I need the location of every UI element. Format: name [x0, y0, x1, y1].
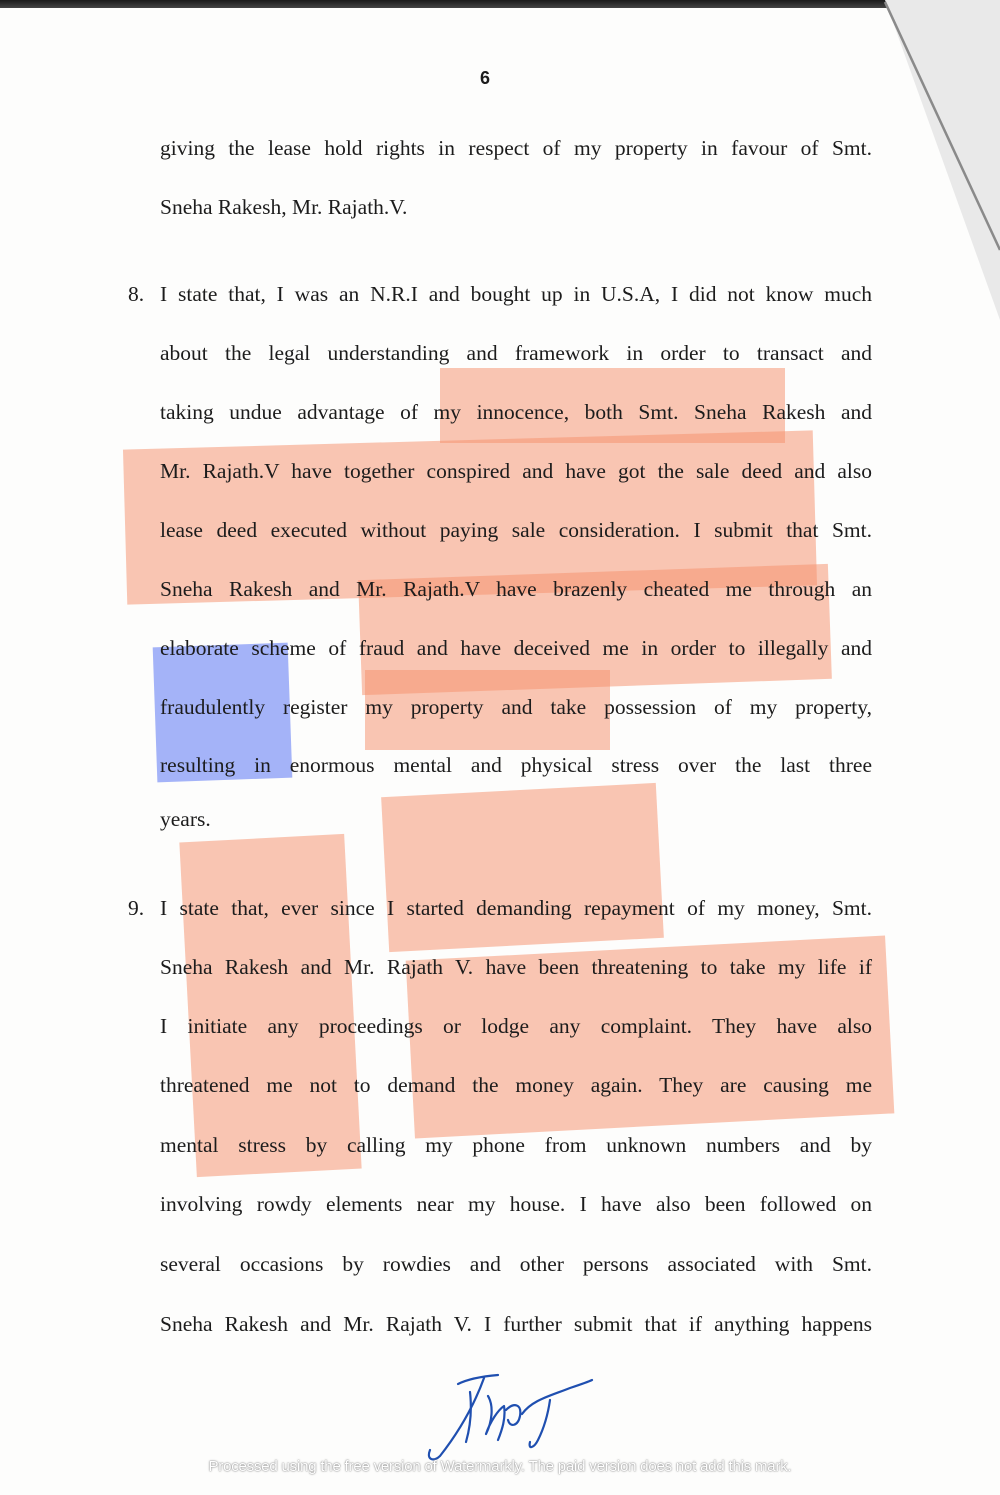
- page-number: 6: [479, 68, 490, 88]
- body-text-line: Sneha Rakesh, Mr. Rajath.V.: [160, 195, 408, 219]
- body-text-line: years.: [160, 807, 211, 831]
- paragraph-number: 8.: [128, 282, 145, 306]
- body-text-line: Mr. Rajath.V have together conspired and have got the sale deed and also: [160, 459, 872, 483]
- body-text-line: mental stress by calling my phone from unknown numbers and by: [160, 1133, 872, 1157]
- body-text-line: threatened me not to demand the money again. They are causing me: [160, 1073, 872, 1097]
- signature: [410, 1370, 600, 1465]
- body-text-line: Sneha Rakesh and Mr. Rajath V. I further submit that if anything happens: [160, 1312, 872, 1336]
- paragraph-number: 9.: [128, 896, 145, 920]
- body-text-line: lease deed executed without paying sale consideration. I submit that Smt.: [160, 518, 872, 542]
- body-text-line: Sneha Rakesh and Mr. Rajath.V have brazenly cheated me through an: [160, 577, 872, 601]
- body-text-line: I initiate any proceedings or lodge any complaint. They have also: [160, 1014, 872, 1038]
- body-text-line: several occasions by rowdies and other persons associated with Smt.: [160, 1252, 872, 1276]
- watermark-text: Processed using the free version of Watermarkly. The paid version does not add this mark.: [208, 1458, 792, 1475]
- body-text-line: fraudulently register my property and take possession of my property,: [160, 695, 872, 719]
- body-text-line: Sneha Rakesh and Mr. Rajath V. have been threatening to take my life if: [160, 955, 872, 979]
- body-text-line: giving the lease hold rights in respect of my property in favour of Smt.: [160, 136, 872, 160]
- body-text-line: involving rowdy elements near my house. I have also been followed on: [160, 1192, 872, 1216]
- body-text-line: elaborate scheme of fraud and have deceived me in order to illegally and: [160, 636, 872, 660]
- body-text-line: I state that, I was an N.R.I and bought up in U.S.A, I did not know much: [160, 282, 872, 306]
- body-text-line: taking undue advantage of my innocence, both Smt. Sneha Rakesh and: [160, 400, 872, 424]
- body-text-line: about the legal understanding and framework in order to transact and: [160, 341, 872, 365]
- body-text-line: I state that, ever since I started demanding repayment of my money, Smt.: [160, 896, 872, 920]
- body-text-line: resulting in enormous mental and physical stress over the last three: [160, 753, 872, 777]
- highlight-mark: [179, 834, 361, 1177]
